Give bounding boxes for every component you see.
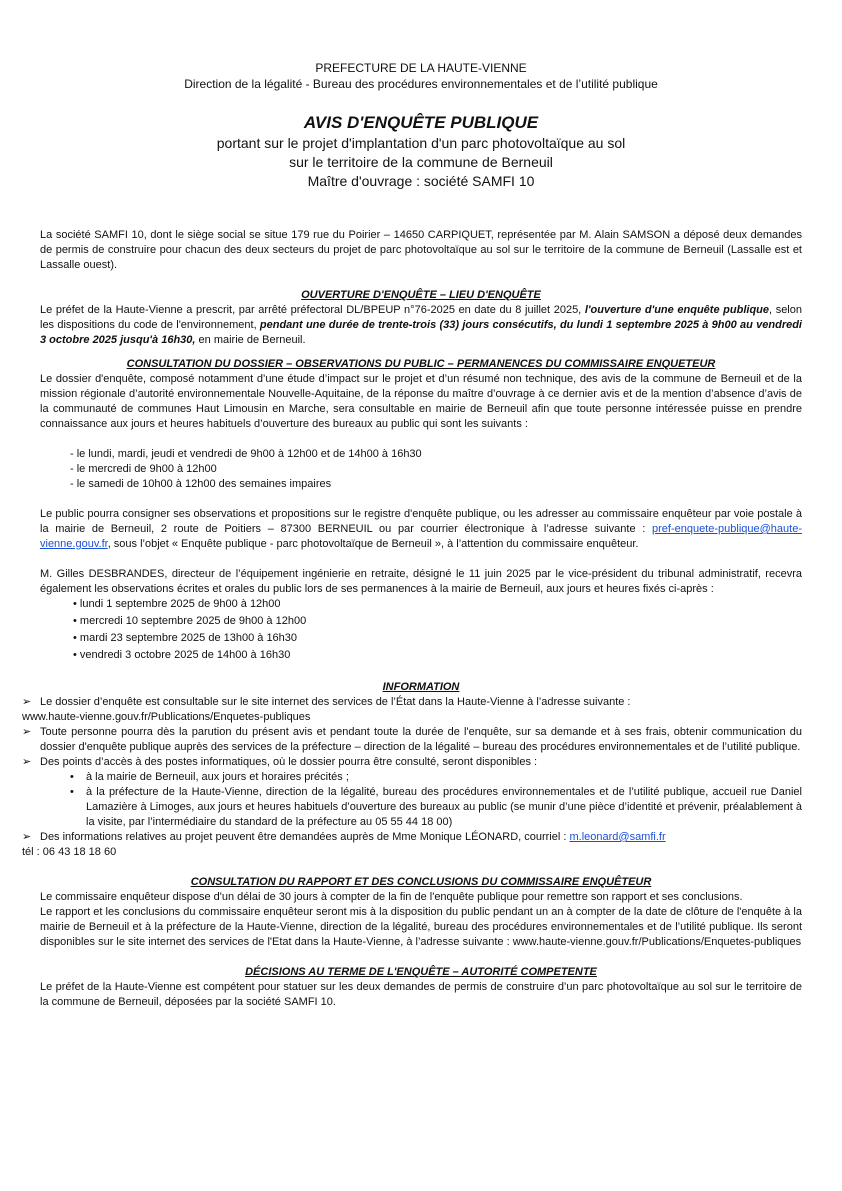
list-item: • lundi 1 septembre 2025 de 9h00 à 12h00 bbox=[73, 597, 802, 612]
list-item bbox=[22, 830, 802, 845]
permanences-list bbox=[40, 597, 802, 663]
intro-paragraph: La société SAMFI 10, dont le siège social se situe 179 rue du Poirier – 14650 CARPIQUET, représentée par M. Alain SAMSON a déposé deux demandes de permis de construire pour chacun des deux secteurs du projet de parc photovoltaïque au sol sur le territoire de la commune de Berneuil (Lassalle est et Lassalle ouest). bbox=[40, 229, 802, 271]
consultation-paragraph-2 bbox=[40, 507, 802, 552]
list-item: • à la mairie de Berneuil, aux jours et horaires précités ; bbox=[70, 770, 802, 785]
opening-hours-list bbox=[40, 447, 802, 492]
title-subject-line-2: sur le territoire de la commune de Berneuil bbox=[289, 154, 553, 170]
info-item-3: Des points d’accès à des postes informatiques, où le dossier pourra être consulté, seront disponibles : bbox=[40, 756, 538, 768]
observations-text: Le public pourra consigner ses observations et propositions sur le registre d'enquête publique, ou les adresser au commissaire enquêteur par voie postale à la mairie de Berneuil, 2 route de Poitiers – 87300 BERNEUIL ou par courrier électronique à l’adresse suivante : bbox=[40, 508, 802, 535]
list-item: • mardi 23 septembre 2025 de 13h00 à 16h30 bbox=[73, 631, 802, 646]
list-item bbox=[22, 725, 802, 755]
list-item: • mercredi 10 septembre 2025 de 9h00 à 12h00 bbox=[73, 614, 802, 629]
title-project-owner: Maître d'ouvrage : société SAMFI 10 bbox=[307, 173, 535, 189]
list-item: • à la préfecture de la Haute-Vienne, direction de la légalité, bureau des procédures environnementales et de l’utilité publique, accueil rue Daniel Lamazière à Limoges, aux jours et heures habituels d’ouverture des bureaux au public (se munir d’une pièce d’identité et prévenir, préalablement à la visite, par l’intermédiaire du standard de la préfecture au 05 55 44 18 00) bbox=[70, 785, 802, 830]
title-subject-line-1: portant sur le projet d'implantation d'un parc photovoltaïque au sol bbox=[216, 135, 626, 151]
direction-name: Direction de la légalité - Bureau des procédures environnementales et de l’utilité publique bbox=[184, 77, 658, 91]
opening-text-1: Le préfet de la Haute-Vienne a prescrit, par arrêté préfectoral DL/BPEUP n°76-2025 en date du 8 juillet 2025, bbox=[40, 304, 585, 316]
arrow-bullet-icon: ➢ bbox=[22, 726, 32, 738]
list-item bbox=[22, 695, 802, 710]
list-item: - le samedi de 10h00 à 12h00 des semaines impaires bbox=[70, 477, 802, 492]
opening-text-3: en mairie de Berneuil. bbox=[195, 334, 306, 346]
arrow-bullet-icon: ➢ bbox=[22, 756, 32, 768]
consultation-paragraph-3: M. Gilles DESBRANDES, directeur de l’équipement ingénierie en retraite, désigné le 11 juin 2025 par le vice-président du tribunal administratif, recevra également les observations écrites et orales du public lors de ses permanences à la mairie de Berneuil, aux jours et heures fixés ci-après : bbox=[40, 568, 802, 595]
list-item bbox=[22, 755, 802, 770]
contact-email-link[interactable]: m.leonard@samfi.fr bbox=[569, 831, 666, 843]
report-paragraph-2: Le rapport et les conclusions du commissaire enquêteur seront mis à la disposition du public pendant un an à compter de la date de clôture de l'enquête à la mairie de Berneuil et à la préfecture de la Haute-Vienne, direction de la légalité, bureau des procédures environnementales et de l’utilité publique. Ils seront disponibles sur le site internet des services de l'Etat dans la Haute-Vienne, à l’adresse suivante : www.haute-vienne.gouv.fr/Publications/Enquetes-publiques bbox=[40, 906, 802, 948]
title-block bbox=[0, 112, 842, 191]
info-item-4: Des informations relatives au projet peuvent être demandées auprès de Mme Monique LÉONARD, courriel : bbox=[40, 831, 570, 843]
information-list bbox=[22, 695, 802, 860]
info-item-2: Toute personne pourra dès la parution du présent avis et pendant toute la durée de l'enquête, sur sa demande et à ses frais, obtenir communication du dossier d'enquête publique auprès des services de la préfecture – direction de la légalité – bureau des procédures environnementales et de l’utilité publique. bbox=[40, 726, 802, 753]
opening-bold-2: pendant une durée de trente-trois (33) jours consécutifs, du lundi 1 septembre 2025 à 9h00 au vendredi 3 octobre 2025 jusqu'à 16h30, bbox=[40, 319, 802, 346]
page-title: AVIS D'ENQUÊTE PUBLIQUE bbox=[303, 113, 539, 132]
report-paragraph-1: Le commissaire enquêteur dispose d'un délai de 30 jours à compter de la fin de l'enquête publique pour remettre son rapport et ses conclusions. bbox=[40, 891, 743, 903]
section-title-decisions: DÉCISIONS AU TERME DE L'ENQUÊTE – AUTORITÉ COMPETENTE bbox=[245, 966, 597, 978]
decisions-paragraph: Le préfet de la Haute-Vienne est compétent pour statuer sur les deux demandes de permis de construire d’un parc photovoltaïque au sol sur le territoire de la commune de Berneuil, déposées par la société SAMFI 10. bbox=[40, 981, 802, 1008]
section-title-consultation: CONSULTATION DU DOSSIER – OBSERVATIONS DU PUBLIC – PERMANENCES DU COMMISSAIRE ENQUETEUR bbox=[126, 358, 716, 370]
list-item: - le lundi, mardi, jeudi et vendredi de 9h00 à 12h00 et de 14h00 à 16h30 bbox=[70, 447, 802, 462]
access-points-list bbox=[40, 770, 802, 830]
observations-text-end: , sous l’objet « Enquête publique - parc photovoltaïque de Berneuil », à l’attention du commissaire enquêteur. bbox=[107, 538, 639, 550]
section-title-report: CONSULTATION DU RAPPORT ET DES CONCLUSIONS DU COMMISSAIRE ENQUÊTEUR bbox=[190, 876, 652, 888]
info-item-1: Le dossier d’enquête est consultable sur le site internet des services de l’État dans la Haute-Vienne à l’adresse suivante : bbox=[40, 696, 631, 708]
contact-phone: tél : 06 43 18 18 60 bbox=[22, 846, 117, 858]
opening-paragraph bbox=[40, 303, 802, 348]
opening-bold-1: l'ouverture d'une enquête publique bbox=[584, 304, 770, 316]
list-item: • vendredi 3 octobre 2025 de 14h00 à 16h30 bbox=[73, 648, 802, 663]
arrow-bullet-icon: ➢ bbox=[22, 696, 32, 708]
list-item: - le mercredi de 9h00 à 12h00 bbox=[70, 462, 802, 477]
section-title-information: INFORMATION bbox=[382, 681, 460, 693]
info-url: www.haute-vienne.gouv.fr/Publications/Enquetes-publiques bbox=[22, 711, 311, 723]
arrow-bullet-icon: ➢ bbox=[22, 831, 32, 843]
prefecture-name: PREFECTURE DE LA HAUTE-VIENNE bbox=[315, 61, 527, 75]
consultation-paragraph-1: Le dossier d'enquête, composé notamment d’une étude d’impact sur le projet et d’un résumé non technique, des avis de la commune de Berneuil et de la mission régionale d’autorité environnementale Nouvelle-Aquitaine, de la réponse du maître d’ouvrage à ce dernier avis et de la mention d’absence d’avis de la communauté de communes Haut Limousin en Marche, sera consultable en mairie de Berneuil afin que toute personne intéressée puisse en prendre connaissance aux jours et heures habituels d’ouverture des bureaux au public qui sont les suivants : bbox=[40, 373, 802, 430]
notice-body bbox=[22, 228, 802, 1010]
section-title-opening: OUVERTURE D'ENQUÊTE – LIEU D'ENQUÊTE bbox=[301, 289, 541, 301]
opening-text-2: , selon les dispositions du code de l'environnement, bbox=[40, 304, 802, 331]
email-link[interactable]: pref-enquete-publique@haute-vienne.gouv.fr bbox=[40, 523, 802, 550]
document-header bbox=[0, 60, 842, 92]
